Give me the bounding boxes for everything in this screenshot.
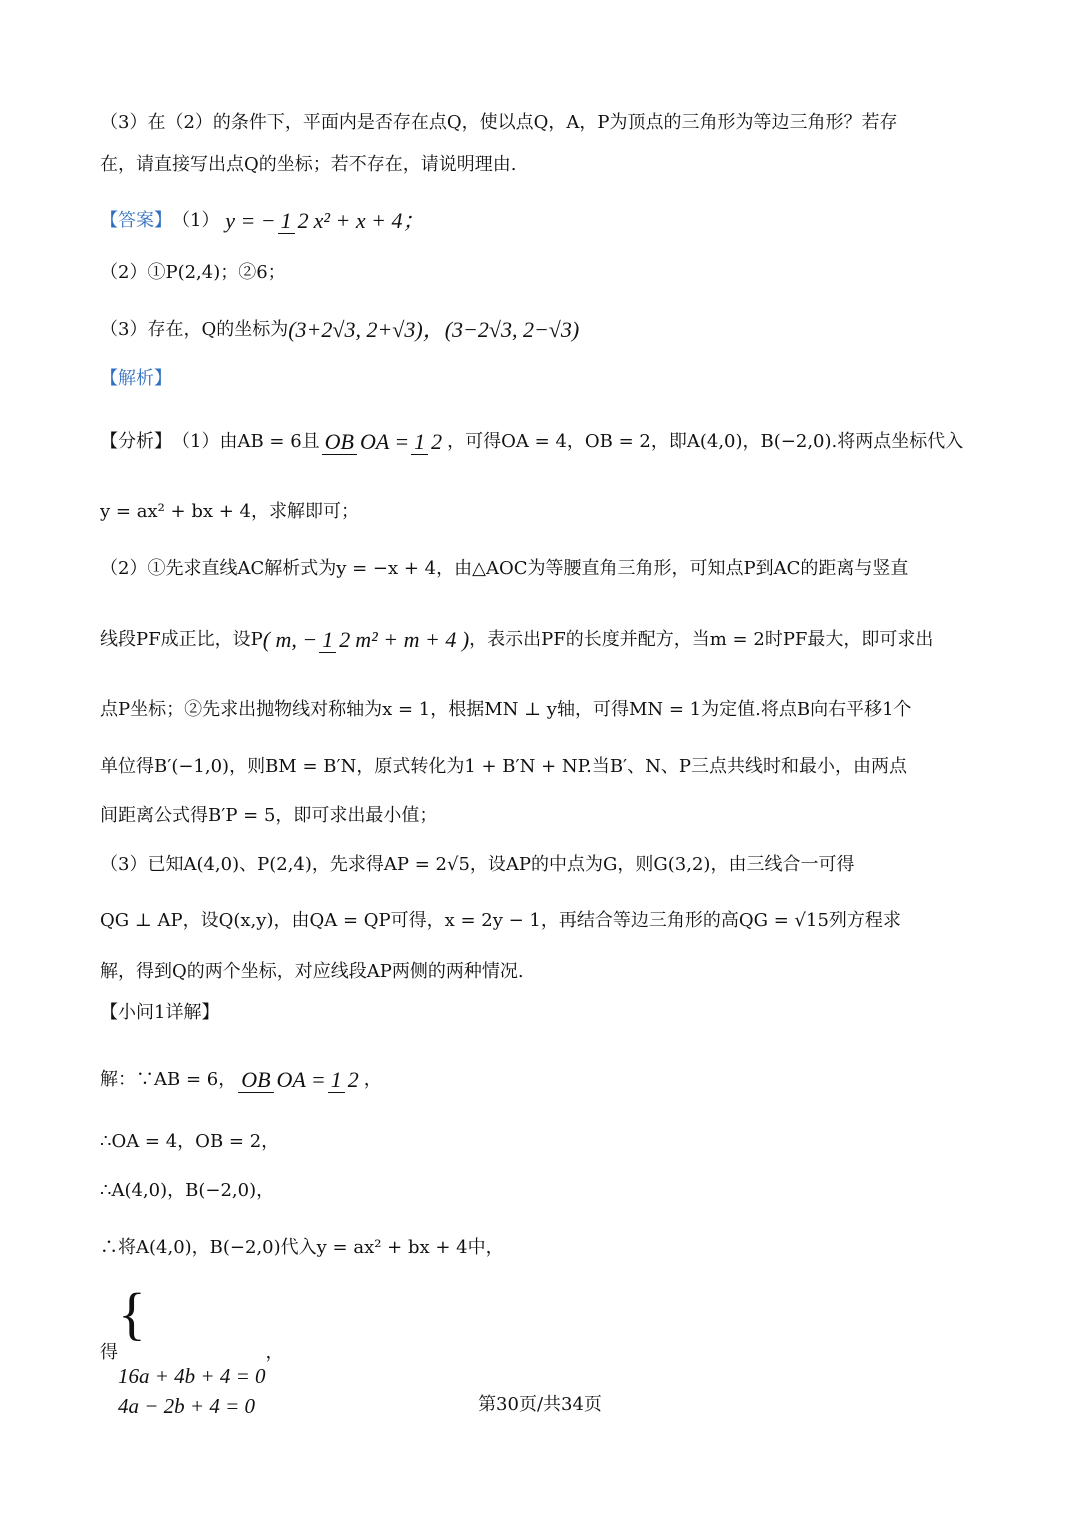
analysis-heading: 【解析】 [100, 368, 172, 389]
analysis-tag: 【分析】 [100, 431, 172, 452]
analysis-line-10: 解，得到Q的两个坐标，对应线段AP两侧的两种情况. [100, 961, 524, 982]
solution-line-3: ∴A(4,0)，B(−2,0)， [100, 1180, 275, 1201]
answer-line-3: （3）存在，Q的坐标为(3+2√3, 2+√3)，(3−2√3, 2−√3) [100, 317, 580, 342]
analysis-line-2: y = ax² + bx + 4，求解即可； [100, 501, 359, 522]
fraction: 1 2 [278, 208, 312, 234]
analysis-line-4: 线段PF成正比，设P( m, − 1 2 m² + m + 4 )，表示出PF的长度并配方，当m = 2时PF最大，即可求出 [100, 627, 934, 652]
fraction: OB OA [238, 1067, 309, 1093]
analysis-line-9: QG ⊥ AP，设Q(x,y)，由QA = QP可得，x = 2y − 1，再结合等边三角形的高QG = √15列方程求 [100, 910, 901, 931]
analysis-line-7: 间距离公式得B′P = 5，即可求出最小值； [100, 805, 438, 826]
fraction: 1 2 [411, 429, 445, 455]
subquestion-1-heading: 【小问1详解】 [100, 1002, 220, 1023]
answer-line-1: 【答案】（1） y = − 1 2 x² + x + 4； [100, 195, 1000, 247]
left-brace: { [118, 1281, 146, 1346]
page-footer: 第30页/共34页 [478, 1394, 602, 1415]
analysis-line-8: （3）已知A(4,0)、P(2,4)，先求得AP = 2√5，设AP的中点为G，则G(3,2)，由三线合一可得 [100, 854, 855, 875]
analysis-line-5: 点P坐标；②先求出抛物线对称轴为x = 1，根据MN ⊥ y轴，可得MN = 1为定值.将点B向右平移1个 [100, 699, 912, 720]
solution-line-4: ∴将A(4,0)，B(−2,0)代入y = ax² + bx + 4中， [100, 1237, 504, 1258]
fraction: 1 2 [328, 1067, 362, 1093]
solution-line-5: 得{ 16a + 4b + 4 = 0 4a − 2b + 4 = 0 ， [100, 1285, 1000, 1421]
question-3-line-1: （3）在（2）的条件下，平面内是否存在点Q，使以点Q，A，P为顶点的三角形为等边三角形？若存 [100, 112, 898, 133]
solution-line-1: 解：∵AB = 6， OB OA = 1 2 ， [100, 1067, 382, 1092]
answer-tag: 【答案】 [100, 210, 172, 231]
analysis-line-6: 单位得B′(−1,0)，则BM = B′N，原式转化为1 + B′N + NP.当B′、N、P三点共线时和最小，由两点 [100, 756, 907, 777]
fraction: OB OA [322, 429, 393, 455]
fraction: 1 2 [319, 627, 353, 653]
question-3-line-2: 在，请直接写出点Q的坐标；若不存在，请说明理由. [100, 154, 517, 175]
analysis-line-3: （2）①先求直线AC解析式为y = −x + 4，由△AOC为等腰直角三角形，可知点P到AC的距离与竖直 [100, 558, 909, 579]
answer-line-2: （2）①P(2,4)；②6； [100, 262, 286, 283]
solution-line-2: ∴OA = 4，OB = 2， [100, 1131, 280, 1152]
equation-system: { 16a + 4b + 4 = 0 4a − 2b + 4 = 0 [118, 1281, 266, 1418]
analysis-line-1: 【分析】（1）由AB = 6且 OB OA = 1 2 ，可得OA = 4，OB = 2，即A(4,0)，B(−2,0).将两点坐标代入 [100, 412, 1000, 472]
